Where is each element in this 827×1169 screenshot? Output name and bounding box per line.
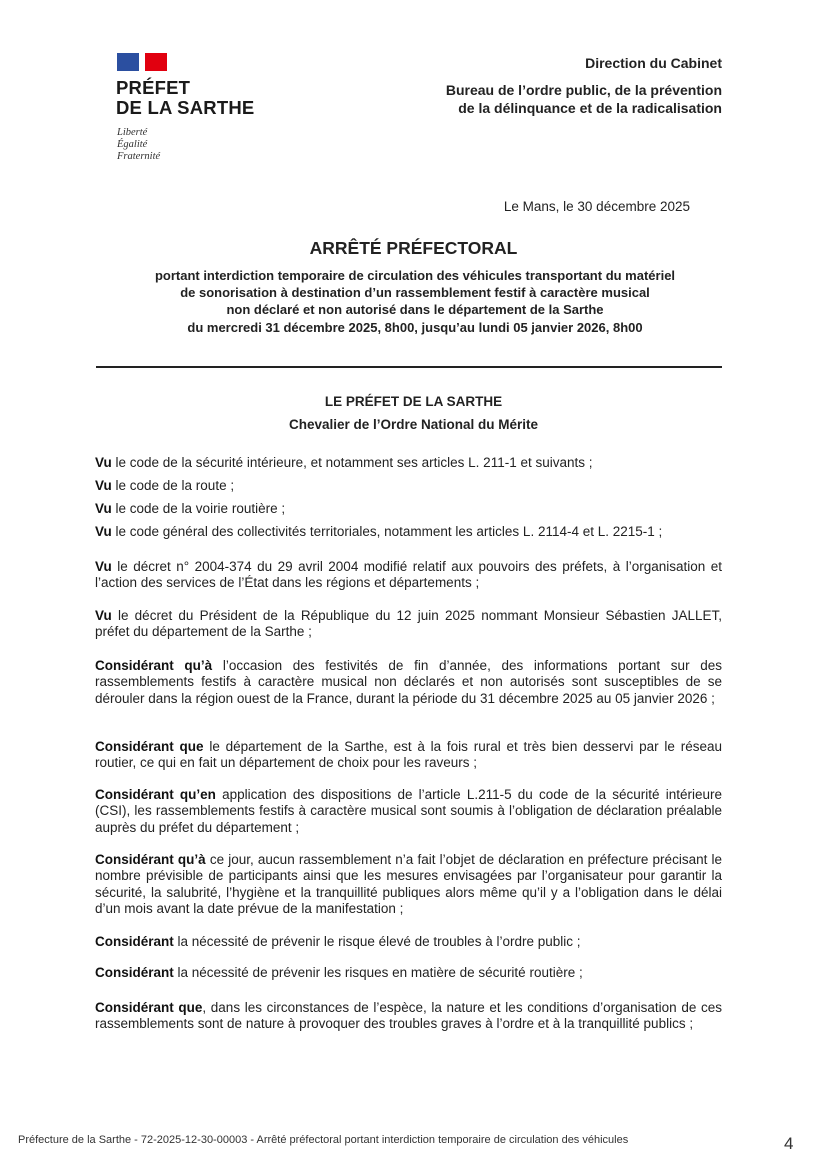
paragraph-lead: Vu [95,478,112,493]
paragraph-text: application des dispositions de l’article L.211-5 du code de la sécurité intérieure (CSI), les rassemblements festifs à caractère musical sont soumis à l’obligation de déclaration préalable auprès du préfet du département ; [95,787,722,835]
paragraph-text: le décret du Président de la République du 12 juin 2025 nommant Monsieur Sébastien JALLET, préfet du département de la Sarthe ; [95,608,722,640]
paragraph-lead: Considérant que [95,1000,203,1015]
paragraph-lead: Vu [95,501,112,516]
paragraph-lead: Vu [95,524,112,539]
bureau-line: Bureau de l’ordre public, de la prévention [445,82,722,98]
paragraph [95,739,722,772]
paragraph-lead: Considérant que [95,739,204,754]
paragraph [95,787,722,836]
paragraph [95,852,722,918]
paragraph-text: le décret n° 2004-374 du 29 avril 2004 modifié relatif aux pouvoirs des préfets, à l’organisation et l’action des services de l’État dans les régions et départements ; [95,559,722,591]
paragraph-text: le code de la sécurité intérieure, et notamment ses articles L. 211-1 et suivants ; [111,455,593,470]
paragraph-lead: Vu [95,608,112,623]
paragraph-text: le code de la route ; [111,478,235,493]
paragraph-lead: Vu [95,559,112,574]
paragraph-text: l’occasion des festivités de fin d’année, des informations portant sur des rassemblements festifs à caractère musical non déclarés et non autorisés sont susceptibles de se dérouler dans la région ouest de la France, durant la période du 31 décembre 2025 au 05 janvier 2026 ; [95,658,722,706]
paragraph [95,478,722,494]
paragraph [95,965,722,981]
authority-line: PRÉFET [116,77,191,98]
motto [117,127,160,163]
paragraph [95,608,722,641]
paragraph-lead: Considérant qu’en [95,787,216,802]
motto-line: Égalité [117,139,148,150]
signatory-honor: Chevalier de l’Ordre National du Mérite [288,417,539,432]
paragraph-text: , dans les circonstances de l’espèce, la nature et les conditions d’organisation de ces rassemblements sont de nature à provoquer des troubles graves à l’ordre et à la tranquillité publics ; [95,1000,722,1032]
document-date: Le Mans, le 30 décembre 2025 [503,199,690,214]
bureau-line: de la délinquance et de la radicalisation [458,100,722,116]
paragraph-lead: Considérant [95,965,174,980]
page-footer: Préfecture de la Sarthe - 72-2025-12-30-00003 - Arrêté préfectoral portant interdiction temporaire de circulation des véhicules [18,1134,629,1146]
document-title: ARRÊTÉ PRÉFECTORAL [309,238,518,258]
page-number: 4 [784,1134,794,1153]
paragraph [95,1000,722,1033]
signatory [0,390,827,436]
motto-line: Liberté [117,127,148,138]
paragraph-text: le code de la voirie routière ; [111,501,286,516]
paragraph-lead: Considérant qu’à [95,852,206,867]
subtitle-line: du mercredi 31 décembre 2025, 8h00, jusqu’au lundi 05 janvier 2026, 8h00 [187,319,643,335]
paragraph-text: ce jour, aucun rassemblement n’a fait l’objet de déclaration en préfecture précisant le nombre prévisible de participants ainsi que les mesures envisagées par l’organisateur pour garantir la sécurité, la salubrité, l’hygiène et la tranquillité publiques alors même qu’il y a l’obligation dans le délai d’un mois avant la date prévue de la manifestation ; [95,852,722,917]
paragraph-lead: Considérant qu’à [95,658,213,673]
paragraph-lead: Vu [95,455,112,470]
marianne-logo [117,53,167,71]
paragraph-text: la nécessité de prévenir le risque élevé de troubles à l’ordre public ; [173,934,581,949]
issuing-office [446,54,722,117]
paragraph [95,559,722,592]
document-subtitle [100,267,730,336]
subtitle-line: portant interdiction temporaire de circulation des véhicules transportant du matériel [154,268,676,283]
paragraph [95,501,722,517]
paragraph-text: le département de la Sarthe, est à la fois rural et très bien desservi par le réseau routier, ce qui en fait un département de choix pour les raveurs ; [95,739,722,771]
paragraph-lead: Considérant [95,934,174,949]
direction: Direction du Cabinet [585,55,722,71]
paragraph [95,455,722,471]
authority-name [116,78,254,118]
divider [96,366,722,368]
signatory-name: LE PRÉFET DE LA SARTHE [324,394,503,409]
subtitle-line: de sonorisation à destination d’un rassemblement festif à caractère musical [180,285,650,301]
subtitle-line: non déclaré et non autorisé dans le département de la Sarthe [226,302,604,318]
authority-line: DE LA SARTHE [116,97,255,118]
paragraph [95,524,722,540]
paragraph [95,658,722,707]
paragraph [95,934,722,950]
paragraph-text: le code général des collectivités territoriales, notamment les articles L. 2114-4 et L. 2215-1 ; [111,524,663,539]
motto-line: Fraternité [117,151,161,162]
paragraph-text: la nécessité de prévenir les risques en matière de sécurité routière ; [173,965,583,980]
